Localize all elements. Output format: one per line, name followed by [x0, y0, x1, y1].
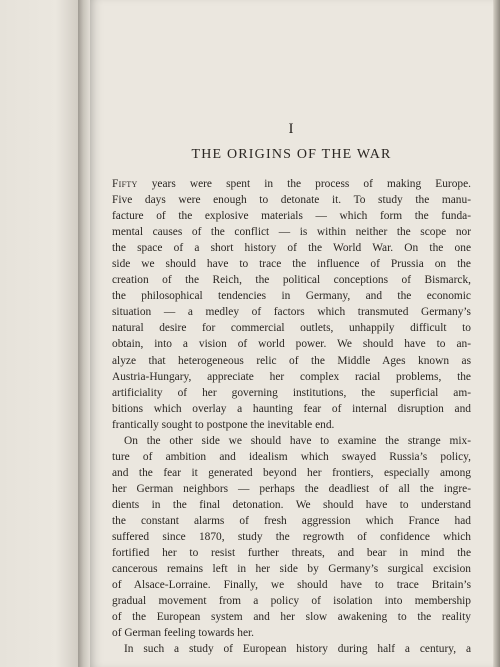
- text-line: the constant alarms of fresh aggression which France had: [112, 514, 471, 527]
- chapter-number: I: [288, 121, 295, 137]
- text-line: obtain, into a vision of world power. We should have to an-: [112, 338, 471, 351]
- text-line: dients in the final detonation. We should have to understand: [112, 498, 471, 511]
- text-line: the philosophical tendencies in Germany, and the economic: [112, 290, 471, 303]
- text-line: of the European system and her slow awakening to the reality: [112, 611, 471, 624]
- page-edge: [494, 0, 500, 667]
- body-text: [112, 176, 471, 657]
- text-line: facture of the explosive materials — which form the funda-: [112, 210, 471, 223]
- text-line: natural desire for commercial outlets, unhappily difficult to: [112, 322, 471, 335]
- text-line: and the fear it generated beyond her frontiers, especially among: [112, 466, 471, 479]
- text-line: gradual movement from a policy of isolation into membership: [112, 595, 471, 608]
- text-line: frantically sought to postpone the inevitable end.: [112, 418, 335, 431]
- text-line: her German neighbors — perhaps the deadliest of all the ingre-: [112, 482, 471, 495]
- text-line: On the other side we should have to examine the strange mix-: [124, 434, 471, 447]
- text-line: the space of a short history of the World War. On the one: [112, 242, 471, 255]
- page-text: [112, 120, 471, 657]
- text-line: alyze that heterogeneous relic of the Middle Ages known as: [112, 354, 471, 367]
- paragraph: [112, 433, 471, 642]
- text-line: of German feeling towards her.: [112, 627, 255, 640]
- text-line: Five days were enough to detonate it. To study the manu-: [112, 194, 471, 207]
- left-page: [0, 0, 80, 667]
- text-line: of Alsace-Lorraine. Finally, we should have to trace Britain’s: [112, 579, 471, 592]
- text-line: artificiality of her governing institutions, the superficial am-: [112, 386, 471, 399]
- paragraph: [112, 641, 471, 657]
- text-line: cancerous remains left in her side by Germany’s surgical excision: [112, 563, 471, 576]
- chapter-title: THE ORIGINS OF THE WAR: [191, 147, 392, 162]
- text-line: bitions which overlay a haunting fear of internal disruption and: [112, 402, 471, 415]
- text-line: suffered since 1870, study the regrowth of confidence which: [112, 531, 471, 544]
- text-line: mental causes of the conflict — is within neither the scope nor: [112, 226, 471, 239]
- text-line: In such a study of European history during half a century, a: [124, 643, 471, 656]
- text-line: situation — a medley of factors which transmuted Germany’s: [112, 306, 471, 319]
- text-line: ture of ambition and idealism which swayed Russia’s policy,: [112, 450, 471, 463]
- text-line: fortified her to resist further threats, and bear in mind the: [112, 547, 471, 560]
- text-line: creation of the Reich, the political conceptions of Bismarck,: [112, 274, 471, 287]
- lead-word: Fifty: [112, 178, 138, 190]
- text-line: Fifty years were spent in the process of making Europe.: [112, 178, 471, 190]
- paragraph: [112, 176, 471, 433]
- text-line: side we should have to trace the influence of Prussia on the: [112, 258, 471, 271]
- text-line: Austria-Hungary, appreciate her complex racial problems, the: [112, 370, 471, 383]
